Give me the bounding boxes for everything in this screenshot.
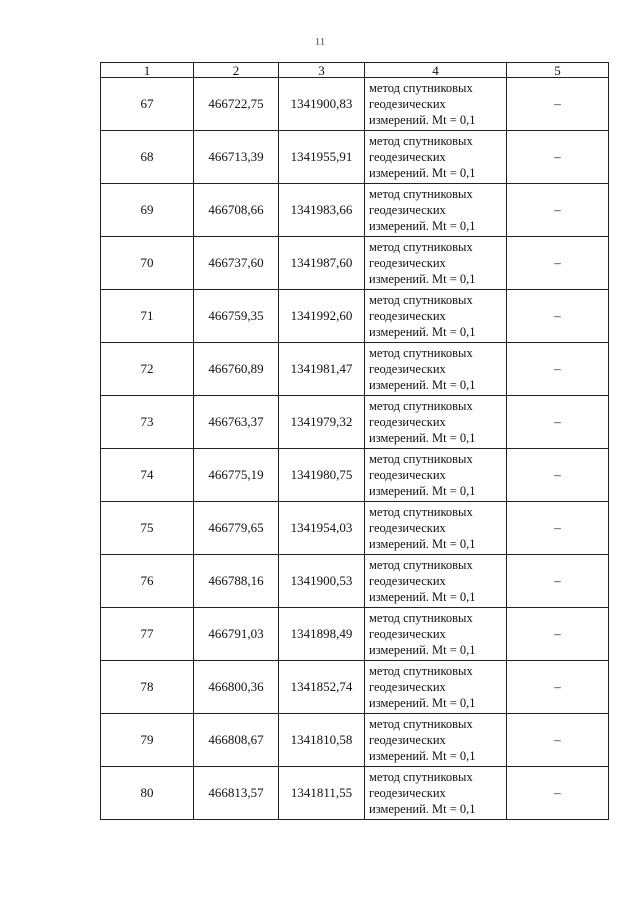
x-coordinate-cell: 466791,03	[194, 608, 279, 661]
page-number: 11	[314, 36, 326, 48]
note-cell: –	[507, 131, 609, 184]
table-row	[101, 661, 609, 714]
point-number-cell: 72	[101, 343, 194, 396]
point-number-cell: 80	[101, 767, 194, 820]
y-coordinate-cell: 1341979,32	[279, 396, 365, 449]
table-row	[101, 184, 609, 237]
method-cell: метод спутниковых геодезических измерений. Mt = 0,1	[365, 343, 507, 396]
header-col-4: 4	[365, 63, 507, 78]
method-cell: метод спутниковых геодезических измерений. Mt = 0,1	[365, 449, 507, 502]
method-cell: метод спутниковых геодезических измерений. Mt = 0,1	[365, 396, 507, 449]
table-row	[101, 131, 609, 184]
note-cell: –	[507, 396, 609, 449]
y-coordinate-cell: 1341811,55	[279, 767, 365, 820]
y-coordinate-cell: 1341900,83	[279, 78, 365, 131]
table-body	[101, 78, 609, 820]
x-coordinate-cell: 466763,37	[194, 396, 279, 449]
point-number-cell: 74	[101, 449, 194, 502]
y-coordinate-cell: 1341981,47	[279, 343, 365, 396]
table-row	[101, 396, 609, 449]
header-col-1: 1	[101, 63, 194, 78]
note-cell: –	[507, 555, 609, 608]
table-row	[101, 502, 609, 555]
note-cell: –	[507, 184, 609, 237]
method-cell: метод спутниковых геодезических измерений. Mt = 0,1	[365, 237, 507, 290]
y-coordinate-cell: 1341980,75	[279, 449, 365, 502]
point-number-cell: 71	[101, 290, 194, 343]
y-coordinate-cell: 1341810,58	[279, 714, 365, 767]
point-number-cell: 77	[101, 608, 194, 661]
method-cell: метод спутниковых геодезических измерений. Mt = 0,1	[365, 184, 507, 237]
point-number-cell: 73	[101, 396, 194, 449]
table-row	[101, 290, 609, 343]
note-cell: –	[507, 290, 609, 343]
point-number-cell: 67	[101, 78, 194, 131]
x-coordinate-cell: 466800,36	[194, 661, 279, 714]
point-number-cell: 79	[101, 714, 194, 767]
x-coordinate-cell: 466808,67	[194, 714, 279, 767]
x-coordinate-cell: 466713,39	[194, 131, 279, 184]
x-coordinate-cell: 466788,16	[194, 555, 279, 608]
note-cell: –	[507, 608, 609, 661]
coordinates-table	[100, 62, 609, 820]
x-coordinate-cell: 466737,60	[194, 237, 279, 290]
header-col-5: 5	[507, 63, 609, 78]
header-col-3: 3	[279, 63, 365, 78]
x-coordinate-cell: 466779,65	[194, 502, 279, 555]
note-cell: –	[507, 449, 609, 502]
x-coordinate-cell: 466813,57	[194, 767, 279, 820]
note-cell: –	[507, 714, 609, 767]
table-row	[101, 767, 609, 820]
method-cell: метод спутниковых геодезических измерений. Mt = 0,1	[365, 767, 507, 820]
method-cell: метод спутниковых геодезических измерений. Mt = 0,1	[365, 78, 507, 131]
table-header	[101, 63, 609, 78]
note-cell: –	[507, 767, 609, 820]
x-coordinate-cell: 466760,89	[194, 343, 279, 396]
method-cell: метод спутниковых геодезических измерений. Mt = 0,1	[365, 290, 507, 343]
note-cell: –	[507, 661, 609, 714]
note-cell: –	[507, 237, 609, 290]
point-number-cell: 78	[101, 661, 194, 714]
method-cell: метод спутниковых геодезических измерений. Mt = 0,1	[365, 502, 507, 555]
method-cell: метод спутниковых геодезических измерений. Mt = 0,1	[365, 714, 507, 767]
y-coordinate-cell: 1341992,60	[279, 290, 365, 343]
method-cell: метод спутниковых геодезических измерений. Mt = 0,1	[365, 661, 507, 714]
x-coordinate-cell: 466722,75	[194, 78, 279, 131]
point-number-cell: 70	[101, 237, 194, 290]
point-number-cell: 76	[101, 555, 194, 608]
table-row	[101, 555, 609, 608]
note-cell: –	[507, 502, 609, 555]
x-coordinate-cell: 466759,35	[194, 290, 279, 343]
method-cell: метод спутниковых геодезических измерений. Mt = 0,1	[365, 555, 507, 608]
y-coordinate-cell: 1341954,03	[279, 502, 365, 555]
table-row	[101, 237, 609, 290]
point-number-cell: 68	[101, 131, 194, 184]
x-coordinate-cell: 466708,66	[194, 184, 279, 237]
note-cell: –	[507, 343, 609, 396]
y-coordinate-cell: 1341987,60	[279, 237, 365, 290]
table-row	[101, 78, 609, 131]
y-coordinate-cell: 1341852,74	[279, 661, 365, 714]
header-row	[101, 63, 609, 78]
x-coordinate-cell: 466775,19	[194, 449, 279, 502]
note-cell: –	[507, 78, 609, 131]
table-row	[101, 343, 609, 396]
y-coordinate-cell: 1341983,66	[279, 184, 365, 237]
y-coordinate-cell: 1341900,53	[279, 555, 365, 608]
header-col-2: 2	[194, 63, 279, 78]
method-cell: метод спутниковых геодезических измерений. Mt = 0,1	[365, 131, 507, 184]
y-coordinate-cell: 1341898,49	[279, 608, 365, 661]
method-cell: метод спутниковых геодезических измерений. Mt = 0,1	[365, 608, 507, 661]
table-row	[101, 608, 609, 661]
point-number-cell: 75	[101, 502, 194, 555]
y-coordinate-cell: 1341955,91	[279, 131, 365, 184]
point-number-cell: 69	[101, 184, 194, 237]
table-row	[101, 449, 609, 502]
table-row	[101, 714, 609, 767]
